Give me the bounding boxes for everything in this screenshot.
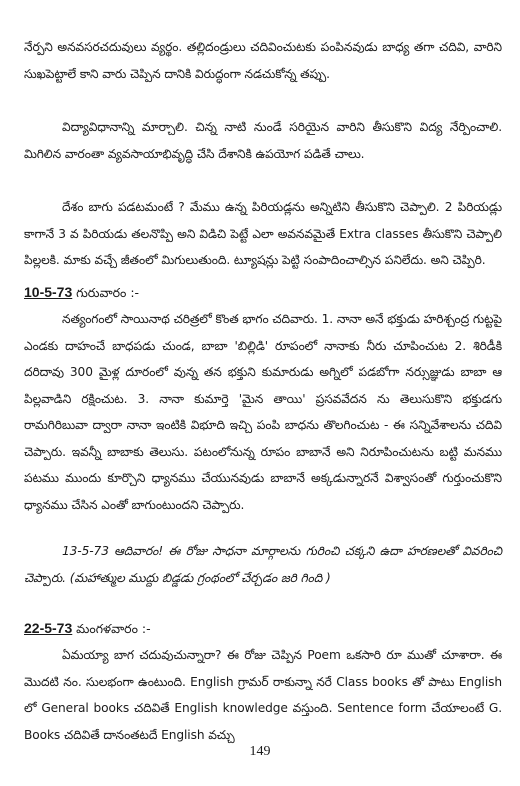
paragraph-country-progress: దేశం బాగు పడటమంటే ? మేము ఉన్న పిరియడ్లను అన్నిటిని తీసుకొని చెప్పాలి. 2 పిరియడ్లు కాగానే 3 వ పిరియడు తలనొప్పి అని విడిచి పెట్టే ఎలా అవనవమైతే Extra classes తీసుకొని చెప్పాలి పిల్లలకి. మాకు వచ్చే జీతంలో మిగులుతుంది. ట్యూషన్లు పెట్టి సంపాదించాల్సిన పనిలేదు. అని చెప్పిరి. (24, 200, 502, 267)
paragraph-sai-charitra: నత్యంగంలో సాయినాథ చరిత్రలో కొంత భాగం చదివారు. 1. నానా అనే భక్తుడు హరిశ్చంద్ర గుట్టపై ఎండకు దాహంచే బాధపడు చుండ, బాబా 'బిల్లిడి' రూపంలో నానాకు నీరు చూపించుట 2. శిరిడీకి దరిదావు 300 మైళ్ల దూరంలో వున్న తన భక్తుని కుమారుడు అగ్నిలో పడబోగా నర్సుజ్ఞుడు బాబా ఆ పిల్లవాడిని రక్షించుట. 3. నానా కుమార్తె 'మైన తాయి' ప్రసవవేదన ను తెలుసుకొని భక్తుడగు రామగిరిబువా ద్వారా నానా ఇంటికి విభూది ఇచ్చి పంపి బాధను తొలగించుట - ఈ సన్నివేశాలను చదివి చెప్పారు. ఇవన్నీ బాబాకు తెలుసు. పటంలోనున్న రూపం బాబానే అని నిరూపించుటను బట్టి మనము పటము ముందు కూర్చొని ధ్యానము చేయునవుడు బాబానే అక్కడున్నారనే విశ్వాసంతో గుర్తుంచుకొని ధ్యానము చేసిన ఎంతో బాగుంటుందని చెప్పారు. (24, 312, 502, 512)
paragraph-english-study: ఏమయ్యా బాగ చదువుచున్నారా? ఈ రోజు చెప్పిన Poem ఒకసారి రూ ముతో చూశారా. ఈ మొదటి నం. సులభంగా ఉంటుంది. English గ్రామర్ రాకున్నా నరే Class books తో పాటు English లో General books చదివితే English knowledge వస్తుంది. Sentence form చేయాలంటే G. Books చదివితే దానంతటదే English వచ్చు (24, 648, 502, 742)
heading-day: గురువారం :- (76, 285, 140, 300)
paragraph-intro: నేర్పని అనవసరచదువులు వ్యర్థం. తల్లిదండ్రులు చదివించుటకు పంపినవుడు బాధ్య తగా చదివి, వారిని సుఖపెట్టాలే కాని వారు చెప్పిన దానికి విరుద్ధంగా నడచుకోన్న తప్పు. (24, 40, 502, 81)
section-heading-tuesday (24, 618, 151, 639)
paragraph-sunday: 13-5-73 ఆదివారం! ఈ రోజు సాధనా మార్గాలను గురించి చక్కని ఉదా హరణలతో వివరించి చెప్పారు. (మహాత్ముల ముద్దు బిడ్డడు గ్రంథంలో చేర్చడం జరి గింది ) (24, 544, 502, 585)
heading-date: 10-5-73 (24, 284, 73, 300)
heading-date: 22-5-73 (24, 620, 73, 636)
page-number: 149 (249, 744, 271, 759)
heading-day: మంగళవారం :- (76, 621, 151, 636)
section-heading-thursday (24, 282, 139, 303)
paragraph-education: విద్యావిధానాన్ని మార్చాలి. చిన్న నాటి నుండే సరియైన వారిని తీసుకొని విద్య నేర్పించాలి. మిగిలిన వారంతా వ్యవసాయాభివృద్ధి చేసి దేశానికి ఉపయోగ పడితే చాలు. (24, 120, 502, 161)
